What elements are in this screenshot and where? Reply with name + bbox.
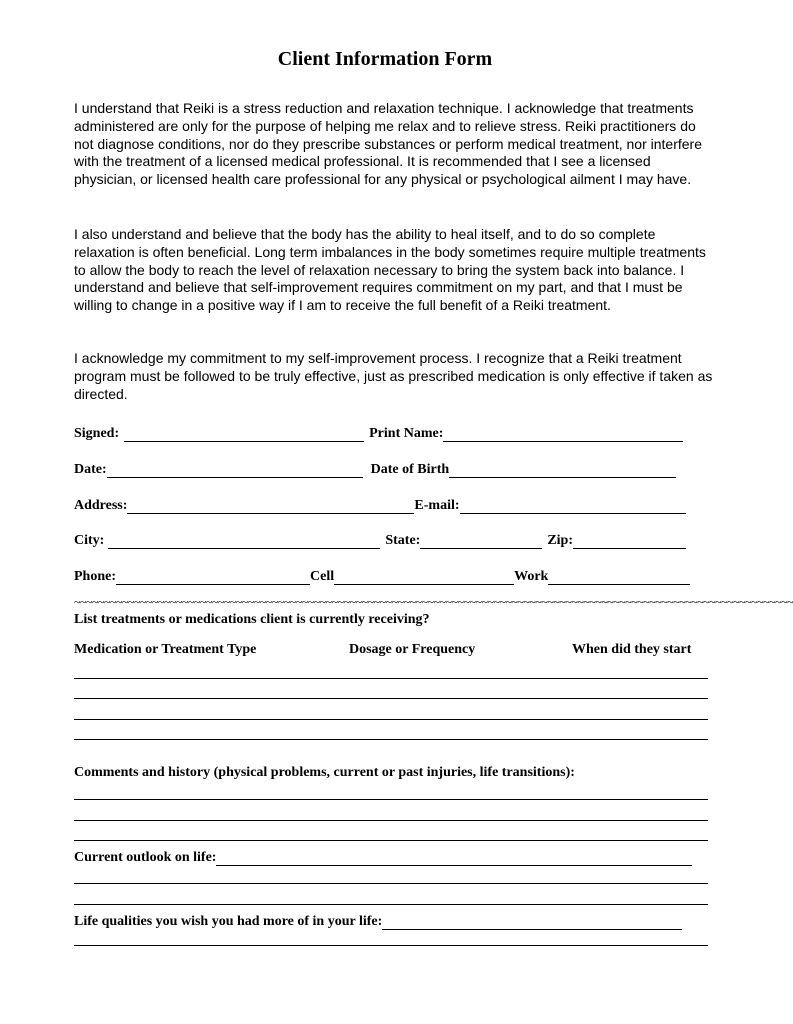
outlook-label: Current outlook on life: (74, 850, 217, 865)
signed-label: Signed: (74, 426, 120, 441)
cell-field[interactable] (334, 568, 514, 585)
date-of-birth-field[interactable] (449, 461, 676, 478)
print-name-label: Print Name: (369, 426, 444, 441)
comments-line-3[interactable] (74, 840, 708, 841)
comments-label: Comments and history (physical problems, current or past injuries, life transitions): (74, 765, 575, 780)
work-label: Work (514, 569, 549, 584)
treatments-question: List treatments or medications client is currently receiving? (74, 612, 430, 627)
outlook-line-2[interactable] (74, 883, 708, 884)
date-label: Date: (74, 462, 107, 477)
phone-field[interactable] (116, 568, 310, 585)
print-name-field[interactable] (443, 425, 683, 442)
outlook-line-3[interactable] (74, 904, 708, 905)
paragraph-commitment: I acknowledge my commitment to my self-improvement process. I recognize that a Reiki treatment program must be followed to be truly effective, just as prescribed medication is only effective if taken as directed. (74, 350, 713, 402)
signed-field[interactable] (124, 425, 364, 442)
form-title: Client Information Form (277, 48, 493, 70)
qualities-row (74, 910, 682, 930)
date-field[interactable] (107, 461, 363, 478)
email-label: E-mail: (414, 498, 460, 513)
comments-line-2[interactable] (74, 820, 708, 821)
treatment-line-2[interactable] (74, 698, 708, 699)
column-dosage: Dosage or Frequency (349, 642, 476, 657)
state-field[interactable] (420, 532, 542, 549)
work-field[interactable] (548, 568, 690, 585)
outlook-row (74, 846, 692, 866)
paragraph-disclaimer: I understand that Reiki is a stress reduction and relaxation technique. I acknowledge that treatments administered are only for the purpose of helping me relax and to relieve stress. Reiki practitioners do not diagnose conditions, nor do they prescribe substances or perform medical treatment, nor interfere with the treatment of a licensed medical professional. It is recommended that I see a licensed physician, or licensed health care professional for any physical or psychological ailment I may have. (74, 100, 702, 188)
date-row (74, 458, 676, 478)
city-label: City: (74, 533, 105, 548)
column-treatment-type: Medication or Treatment Type (74, 642, 257, 657)
paragraph-healing: I also understand and believe that the body has the ability to heal itself, and to do so complete relaxation is often beneficial. Long term imbalances in the body sometimes require multiple treatments to allow the body to reach the level of relaxation necessary to bring the system back into balance. I understand and believe that self-improvement requires commitment on my part, and that I must be willing to change in a positive way if I am to receive the full benefit of a Reiki treatment. (74, 226, 706, 314)
state-label: State: (385, 533, 421, 548)
qualities-label: Life qualities you wish you had more of in your life: (74, 914, 383, 929)
zip-label: Zip: (547, 533, 574, 548)
treatment-line-1[interactable] (74, 678, 708, 679)
zip-field[interactable] (573, 532, 686, 549)
location-row (74, 529, 686, 549)
section-divider: ~~~~~~~~~~~~~~~~~~~~~~~~~~~~~~~~~~~~~~~~~~~~~~~~~~~~~~~~~~~~~~~~~~~~~~~~~~~~~~~~~~~~~~~~~~~~~~~~~~~~~~~~~~~~~~~~~~~~~~~~ (74, 595, 793, 609)
phone-row (74, 565, 690, 585)
address-label: Address: (74, 498, 128, 513)
signature-row (74, 422, 683, 442)
cell-label: Cell (310, 569, 335, 584)
address-row (74, 494, 686, 514)
date-of-birth-label: Date of Birth (370, 462, 450, 477)
email-field[interactable] (460, 497, 686, 514)
comments-line-1[interactable] (74, 799, 708, 800)
phone-label: Phone: (74, 569, 116, 584)
address-field[interactable] (127, 497, 414, 514)
outlook-field[interactable] (216, 849, 692, 866)
treatment-line-4[interactable] (74, 739, 708, 740)
column-start-date: When did they start (572, 642, 692, 657)
qualities-field[interactable] (382, 913, 682, 930)
city-field[interactable] (108, 532, 380, 549)
treatment-line-3[interactable] (74, 719, 708, 720)
qualities-line-2[interactable] (74, 945, 708, 946)
